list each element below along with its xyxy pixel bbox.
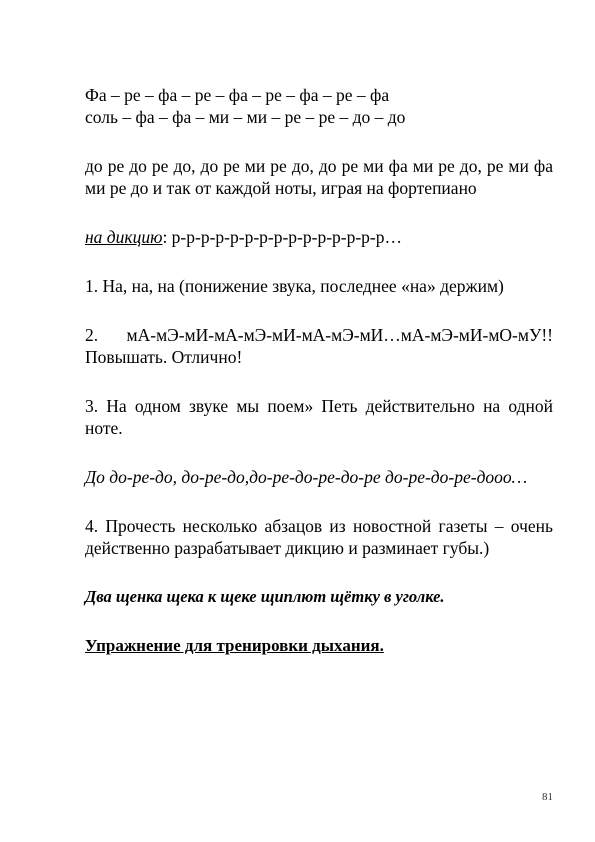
- italic-exercise-paragraph: До до-ре-до, до-ре-до,до-ре-до-ре-до-ре до-ре-до-ре-дооо…: [85, 467, 528, 487]
- item-2-paragraph: 2. мА-мЭ-мИ-мА-мЭ-мИ-мА-мЭ-мИ…мА-мЭ-мИ-мО-мУ!! Повышать. Отлично!: [85, 325, 553, 367]
- piano-exercise-paragraph: до ре до ре до, до ре ми ре до, до ре ми фа ми ре до, ре ми фа ми ре до и так от каждой ноты, играя на фортепиано: [85, 156, 553, 198]
- item-4-paragraph: 4. Прочесть несколько абзацов из новостной газеты – очень действенно разрабатывает дикцию и разминает губы.): [85, 516, 553, 558]
- diction-text: : р-р-р-р-р-р-р-р-р-р-р-р-р-р-р…: [162, 227, 403, 247]
- item-3-paragraph: 3. На одном звуке мы поем» Петь действительно на одной ноте.: [85, 396, 553, 438]
- diction-label: на дикцию: [85, 227, 163, 247]
- scale-line-2: соль – фа – фа – ми – ми – ре – ре – до – до: [85, 107, 406, 127]
- document-page: [85, 84, 553, 684]
- scales-block: [85, 84, 553, 128]
- scale-line-1: Фа – ре – фа – ре – фа – ре – фа – ре – фа: [85, 85, 390, 105]
- diction-paragraph: [85, 226, 553, 248]
- item-1-paragraph: 1. На, на, на (понижение звука, последнее «на» держим): [85, 276, 504, 296]
- section-heading: Упражнение для тренировки дыхания.: [85, 636, 384, 655]
- page-number: 81: [542, 791, 553, 803]
- tongue-twister-paragraph: Два щенка щека к щеке щиплют щётку в уголке.: [85, 587, 445, 606]
